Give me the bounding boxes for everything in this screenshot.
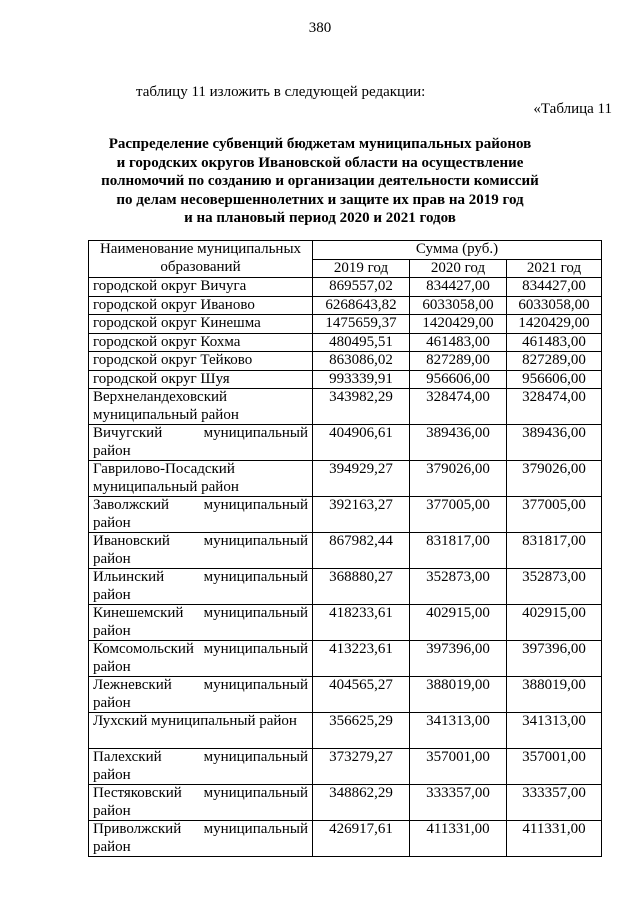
value-2019-cell: 426917,61 xyxy=(313,821,410,857)
value-2019-cell: 863086,02 xyxy=(313,352,410,371)
value-2021-cell: 411331,00 xyxy=(507,821,602,857)
table-row xyxy=(89,749,602,785)
value-2021-cell: 6033058,00 xyxy=(507,296,602,315)
value-2021-cell: 831817,00 xyxy=(507,533,602,569)
table-row xyxy=(89,821,602,857)
municipality-name-cell: Верхнеландеховский муниципальный район xyxy=(89,389,313,425)
value-2020-cell: 389436,00 xyxy=(410,425,507,461)
municipality-name-cell: Лухский муниципальный район xyxy=(89,713,313,749)
value-2019-cell: 480495,51 xyxy=(313,333,410,352)
table-row xyxy=(89,333,602,352)
municipality-name-cell: городской округ Иваново xyxy=(89,296,313,315)
table-row xyxy=(89,389,602,425)
table-reference: «Таблица 11 xyxy=(533,101,612,117)
value-2021-cell: 1420429,00 xyxy=(507,315,602,334)
title-line: по делам несовершеннолетних и защите их прав на 2019 год xyxy=(116,191,524,208)
municipality-name-cell: городской округ Кохма xyxy=(89,333,313,352)
municipality-name-cell: городской округ Шуя xyxy=(89,370,313,389)
municipality-name-cell: городской округ Вичуга xyxy=(89,278,313,297)
municipality-name-cell: Палехский муниципальный район xyxy=(89,749,313,785)
table-row xyxy=(89,370,602,389)
value-2021-cell: 389436,00 xyxy=(507,425,602,461)
value-2020-cell: 411331,00 xyxy=(410,821,507,857)
value-2020-cell: 956606,00 xyxy=(410,370,507,389)
column-header-2019: 2019 год xyxy=(313,259,410,278)
table-body xyxy=(89,278,602,857)
value-2020-cell: 357001,00 xyxy=(410,749,507,785)
value-2019-cell: 343982,29 xyxy=(313,389,410,425)
municipality-name-cell: Ильинский муниципальный район xyxy=(89,569,313,605)
title-line: полномочий по созданию и организации деятельности комиссий xyxy=(101,173,539,189)
value-2020-cell: 461483,00 xyxy=(410,333,507,352)
table-row xyxy=(89,352,602,371)
value-2021-cell: 461483,00 xyxy=(507,333,602,352)
column-header-2021: 2021 год xyxy=(507,259,602,278)
column-header-2020: 2020 год xyxy=(410,259,507,278)
table-row xyxy=(89,278,602,297)
title-line: и на плановый период 2020 и 2021 годов xyxy=(184,210,456,226)
value-2020-cell: 333357,00 xyxy=(410,785,507,821)
municipality-name-cell: Вичугский муниципальный район xyxy=(89,425,313,461)
value-2019-cell: 413223,61 xyxy=(313,641,410,677)
municipality-name-cell: Приволжский муниципальный район xyxy=(89,821,313,857)
value-2019-cell: 348862,29 xyxy=(313,785,410,821)
value-2021-cell: 834427,00 xyxy=(507,278,602,297)
value-2021-cell: 379026,00 xyxy=(507,461,602,497)
subventions-table xyxy=(88,240,602,857)
title-line: и городских округов Ивановской области на осуществление xyxy=(116,154,524,171)
value-2020-cell: 827289,00 xyxy=(410,352,507,371)
value-2020-cell: 388019,00 xyxy=(410,677,507,713)
table-row xyxy=(89,785,602,821)
value-2021-cell: 328474,00 xyxy=(507,389,602,425)
value-2020-cell: 831817,00 xyxy=(410,533,507,569)
value-2021-cell: 388019,00 xyxy=(507,677,602,713)
value-2019-cell: 356625,29 xyxy=(313,713,410,749)
value-2021-cell: 341313,00 xyxy=(507,713,602,749)
municipality-name-cell: городской округ Кинешма xyxy=(89,315,313,334)
value-2021-cell: 333357,00 xyxy=(507,785,602,821)
municipality-name-cell: Кинешемский муниципальный район xyxy=(89,605,313,641)
value-2020-cell: 834427,00 xyxy=(410,278,507,297)
page-number: 380 xyxy=(308,20,332,36)
document-title xyxy=(90,135,550,228)
value-2020-cell: 379026,00 xyxy=(410,461,507,497)
value-2019-cell: 1475659,37 xyxy=(313,315,410,334)
municipality-name-cell: Гаврилово-Посадский муниципальный район xyxy=(89,461,313,497)
value-2021-cell: 377005,00 xyxy=(507,497,602,533)
value-2021-cell: 956606,00 xyxy=(507,370,602,389)
table-row xyxy=(89,296,602,315)
value-2019-cell: 404565,27 xyxy=(313,677,410,713)
municipality-name-cell: Комсомольский муниципальный район xyxy=(89,641,313,677)
municipality-name-cell: Пестяковский муниципальный район xyxy=(89,785,313,821)
value-2021-cell: 827289,00 xyxy=(507,352,602,371)
value-2021-cell: 402915,00 xyxy=(507,605,602,641)
value-2020-cell: 341313,00 xyxy=(410,713,507,749)
value-2019-cell: 394929,27 xyxy=(313,461,410,497)
value-2020-cell: 377005,00 xyxy=(410,497,507,533)
table-row xyxy=(89,677,602,713)
municipality-name-cell: Лежневский муниципальный район xyxy=(89,677,313,713)
table-row xyxy=(89,569,602,605)
table-row xyxy=(89,425,602,461)
table-row xyxy=(89,605,602,641)
value-2020-cell: 1420429,00 xyxy=(410,315,507,334)
municipality-name-cell: Заволжский муниципальный район xyxy=(89,497,313,533)
table-row xyxy=(89,713,602,749)
table-row xyxy=(89,641,602,677)
value-2019-cell: 993339,91 xyxy=(313,370,410,389)
table-row xyxy=(89,461,602,497)
value-2021-cell: 397396,00 xyxy=(507,641,602,677)
value-2020-cell: 397396,00 xyxy=(410,641,507,677)
value-2019-cell: 392163,27 xyxy=(313,497,410,533)
title-line: Распределение субвенций бюджетам муниципальных районов xyxy=(108,136,532,152)
municipality-name-cell: Ивановский муниципальный район xyxy=(89,533,313,569)
value-2019-cell: 867982,44 xyxy=(313,533,410,569)
value-2020-cell: 402915,00 xyxy=(410,605,507,641)
value-2021-cell: 352873,00 xyxy=(507,569,602,605)
value-2019-cell: 373279,27 xyxy=(313,749,410,785)
value-2019-cell: 404906,61 xyxy=(313,425,410,461)
column-header-name: Наименование муниципальных образований xyxy=(89,241,313,278)
value-2021-cell: 357001,00 xyxy=(507,749,602,785)
table-row xyxy=(89,315,602,334)
value-2019-cell: 6268643,82 xyxy=(313,296,410,315)
value-2019-cell: 418233,61 xyxy=(313,605,410,641)
value-2019-cell: 368880,27 xyxy=(313,569,410,605)
column-header-sum: Сумма (руб.) xyxy=(313,241,602,260)
municipality-name-cell: городской округ Тейково xyxy=(89,352,313,371)
value-2019-cell: 869557,02 xyxy=(313,278,410,297)
table-row xyxy=(89,497,602,533)
intro-text: таблицу 11 изложить в следующей редакции: xyxy=(136,84,426,100)
value-2020-cell: 328474,00 xyxy=(410,389,507,425)
value-2020-cell: 352873,00 xyxy=(410,569,507,605)
table-row xyxy=(89,533,602,569)
value-2020-cell: 6033058,00 xyxy=(410,296,507,315)
